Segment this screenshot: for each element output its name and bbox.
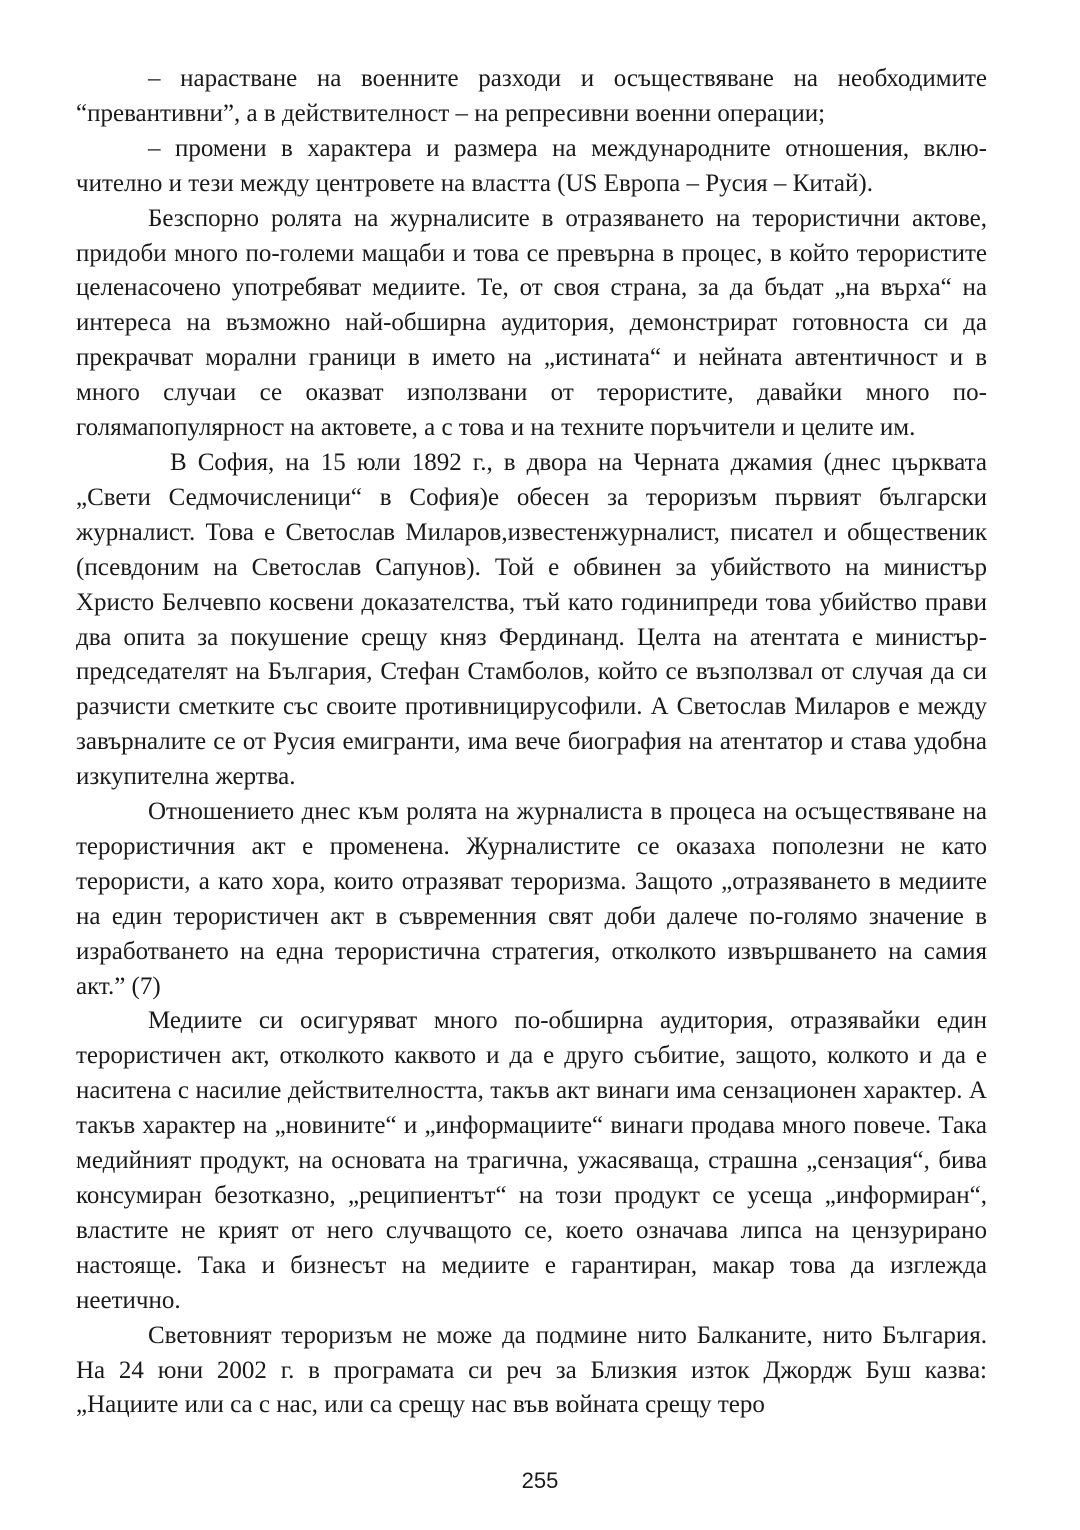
paragraph-4: В София, на 15 юли 1892 г., в двора на Черната джамия (днес църквата „Свети Седмочисленици“ в София)е обесен за тероризъм първият български журналист. Това е Светослав Миларов,известенжурналист, писател и общественик (псевдоним на Светослав Сапунов). Той е обвинен за убийството на министър Христо Белчевпо косвени доказателства, тъй като годинипреди това убийство прави два опита за покушение срещу княз Фердинанд. Целта на атентата е министър-председателят на България, Стефан Стамболов, който се възползвал от случая да си разчисти сметките със своите противницирусофили. А Светослав Миларов е между завърналите се от Русия емигранти, има вече биография на атентатор и става удобна изкупителна жертва. <box>76 448 987 791</box>
body-text <box>76 62 987 1423</box>
paragraph-3: Безспорно ролята на журналисите в отразяването на терористични актове, придоби много по-големи мащаби и това се превърна в процес, в който терористите целенасочено употребяват медиите. Те, от своя страна, за да бъдат „на върха“ на интереса на възможно най-обширна аудитория, демонстрират готовноста си да прекрачват морални граници в името на „истината“ и нейната автентичност и в много случаи се оказват използвани от терористите, давайки много по-голямапопулярност на актовете, а с това и на техните поръчители и целите им. <box>76 204 987 442</box>
paragraph-7: Световният тероризъм не може да подмине нито Балканите, нито България. На 24 юни 2002 г. в програмата си реч за Близкия изток Джордж Буш казва: „Нациите или са с нас, или са срещу нас във войната срещу теро <box>76 1321 987 1419</box>
paragraph-2: – промени в характера и размера на международните отношения, включително и тези между центровете на властта (US Европа – Русия – Китай). <box>76 134 987 197</box>
page-number: 255 <box>521 1468 559 1493</box>
paragraph-6: Медиите си осигуряват много по-обширна аудитория, отразявайки един терористичен акт, отколкото каквото и да е друго събитие, защото, колкото и да е наситена с насилие действителността, такъв акт винаги има сензационен характер. А такъв характер на „новините“ и „информациите“ винаги продава много повече. Така медийният продукт, на основата на трагична, ужасяваща, страшна „сензация“, бива консумиран безотказно, „реципиентът“ на този продукт се усеща „информиран“, властите не крият от него случващото се, което означава липса на цензурирано настояще. Така и бизнесът на медиите е гарантиран, макар това да изглежда неетично. <box>76 1007 987 1314</box>
paragraph-5: Отношението днес към ролята на журналиста в процеса на осъществяване на терористичния акт е променена. Журналистите се оказаха пополезни не като терористи, а като хора, които отразяват тероризма. Защото „отразяването в медиите на един терористичен акт в съвременния свят доби далече по-голямо значение в изработването на една терористична стратегия, отколкото извършването на самия акт.” (7) <box>76 798 987 1000</box>
paragraph-1: – нарастване на военните разходи и осъществяване на необходимите “превантивни”, а в действителност – на репресивни военни операции; <box>76 65 987 127</box>
